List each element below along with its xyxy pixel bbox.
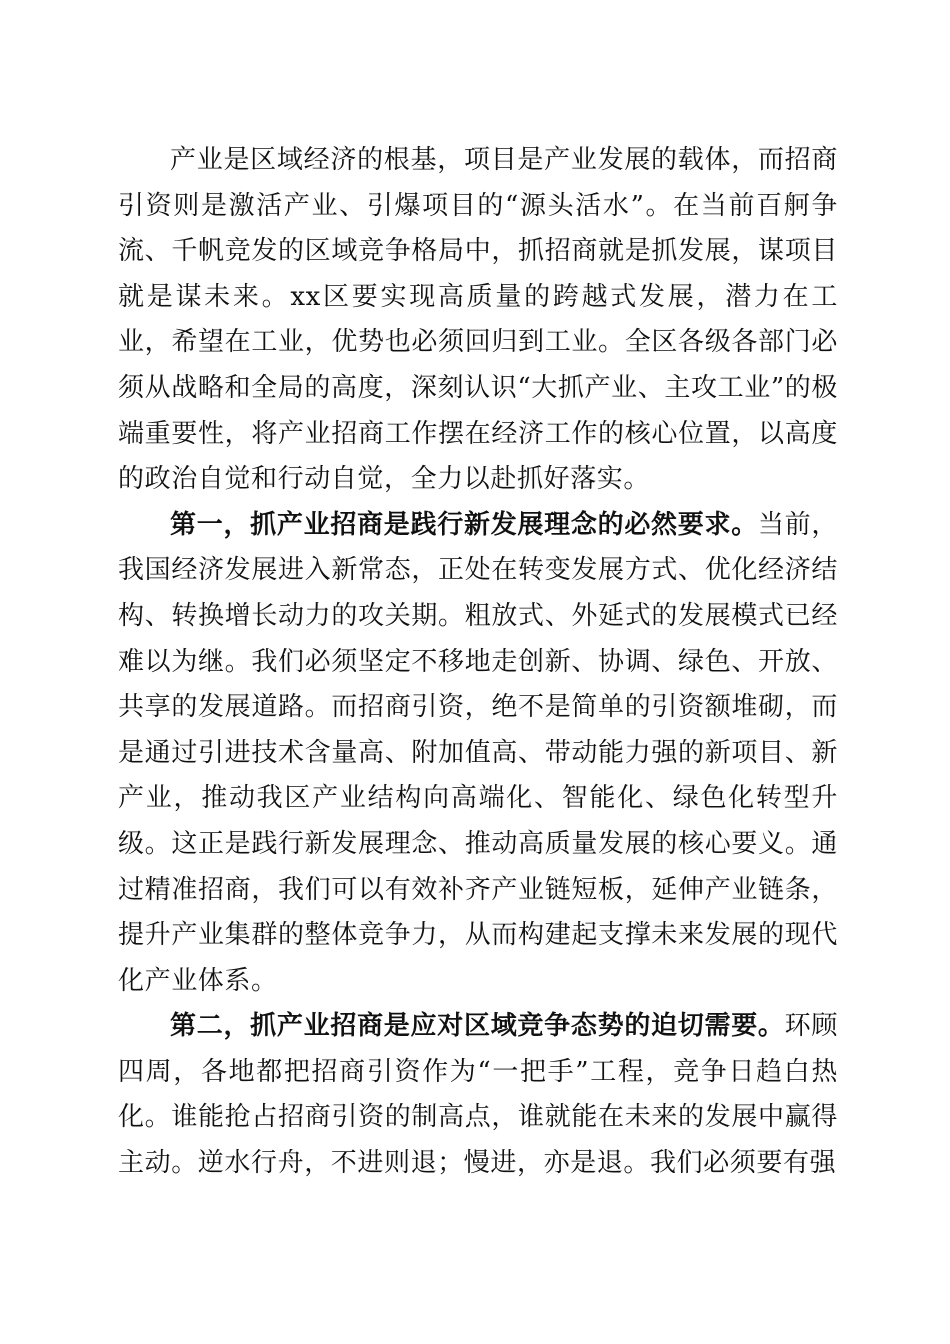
- paragraph-first-point-text: 当前，我国经济发展进入新常态，正处在转变发展方式、优化经济结构、转换增长动力的攻关期。粗放式、外延式的发展模式已经难以为继。我们必须坚定不移地走创新、协调、绿色、开放、共享的发展道路。而招商引资，绝不是简单的引资额堆砌，而是通过引进技术含量高、附加值高、带动能力强的新项目、新产业，推动我区产业结构向高端化、智能化、绿色化转型升级。这正是践行新发展理念、推动高质量发展的核心要义。通过精准招商，我们可以有效补齐产业链短板，延伸产业链条，提升产业集群的整体竞争力，从而构建起支撑未来发展的现代化产业体系。: [118, 509, 838, 996]
- paragraph-intro-text: 产业是区域经济的根基，项目是产业发展的载体，而招商引资则是激活产业、引爆项目的“源头活水”。在当前百舸争流、千帆竞发的区域竞争格局中，抓招商就是抓发展，谋项目就是谋未来。xx区要实现高质量的跨越式发展，潜力在工业，希望在工业，优势也必须回归到工业。全区各级各部门必须从战略和全局的高度，深刻认识“大抓产业、主攻工业”的极端重要性，将产业招商工作摆在经济工作的核心位置，以高度的政治自觉和行动自觉，全力以赴抓好落实。: [118, 145, 838, 495]
- paragraph-second-point-lead: 第二，抓产业招商是应对区域竞争态势的迫切需要。: [170, 1011, 785, 1042]
- paragraph-first-point: [118, 503, 838, 1005]
- paragraph-first-point-lead: 第一，抓产业招商是践行新发展理念的必然要求。: [170, 509, 758, 540]
- document-body: [118, 138, 838, 1187]
- paragraph-second-point-text: 环顾四周，各地都把招商引资作为“一把手”工程，竞争日趋白热化。谁能抢占招商引资的制高点，谁就能在未来的发展中赢得主动。逆水行舟，不进则退；慢进，亦是退。我们必须要有强: [118, 1011, 838, 1179]
- paragraph-second-point: [118, 1004, 838, 1186]
- paragraph-intro: [118, 138, 838, 503]
